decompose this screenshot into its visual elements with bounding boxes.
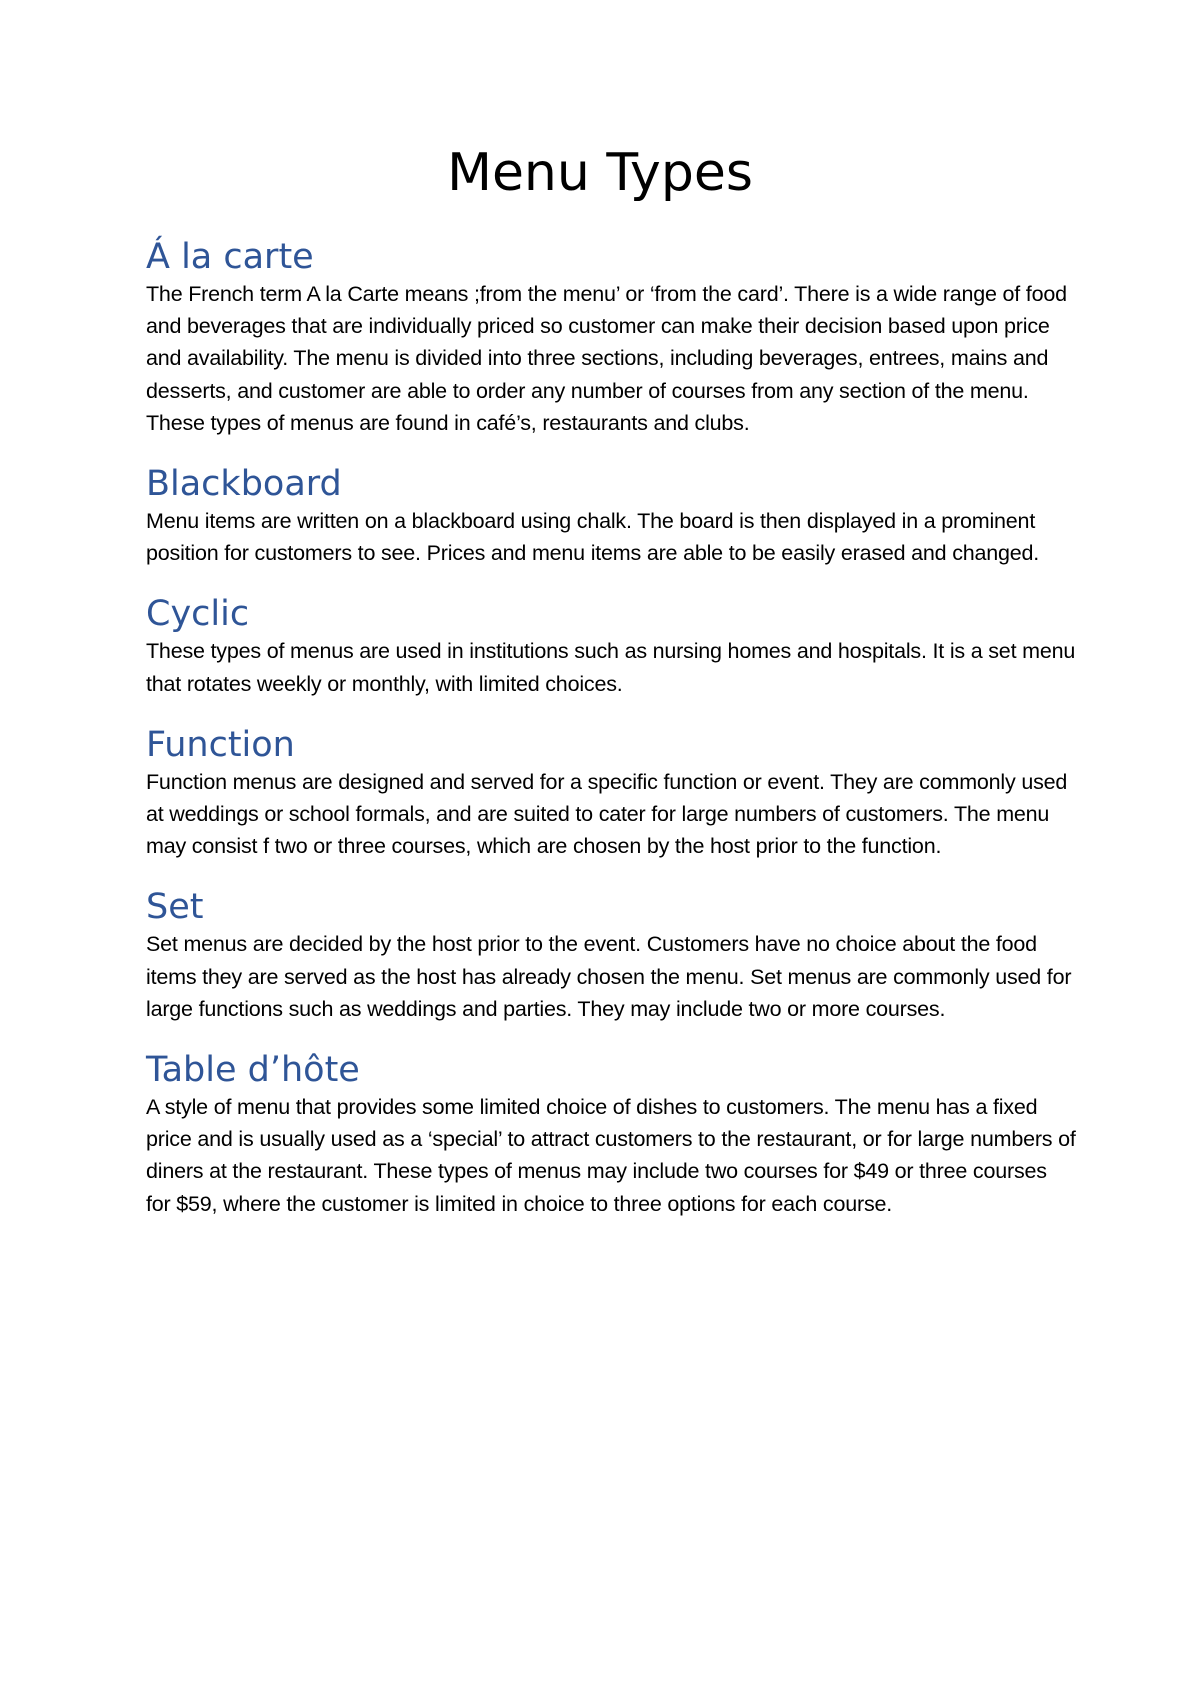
section-paragraph: Set menus are decided by the host prior to the event. Customers have no choice about the food items they are served as the host has already chosen the menu. Set menus are commonly used for large functions such as weddings and parties. They may include two or more courses. [146,932,1072,1021]
section-heading: Function [146,724,295,765]
section-function [146,722,1076,863]
section-heading: Blackboard [146,464,342,505]
section-heading: Cyclic [146,594,250,635]
section-heading: Á la carte [146,237,314,277]
section-cyclic [146,591,1076,699]
document-body [146,234,1076,1242]
section-blackboard [146,461,1076,569]
section-set [146,884,1076,1025]
section-paragraph: Function menus are designed and served for a specific function or event. They are commonly used at weddings or school formals, and are suited to cater for large numbers of customers. The menu may consist f two or three courses, which are chosen by the host prior to the function. [146,769,1068,859]
section-paragraph: Menu items are written on a blackboard using chalk. The board is then displayed in a prominent position for customers to see. Prices and menu items are able to be easily erased and changed. [146,509,1040,566]
section-paragraph: The French term A la Carte means ;from the menu’ or ‘from the card’. There is a wide range of food and beverages that are individually priced so customer can make their decision based upon price and availability. The menu is divided into three sections, including beverages, entrees, mains and desserts, and customer are able to order any number of courses from any section of the menu. These types of menus are found in café’s, restaurants and clubs. [146,282,1067,435]
section-paragraph: These types of menus are used in institutions such as nursing homes and hospitals. It is a set menu that rotates weekly or monthly, with limited choices. [146,639,1076,696]
section-heading: Table d’hôte [146,1050,360,1091]
section-heading: Set [146,887,204,928]
section-table-d-hote [146,1047,1076,1220]
section-a-la-carte [146,234,1076,439]
page-title: Menu Types [447,143,753,203]
section-paragraph: A style of menu that provides some limited choice of dishes to customers. The menu has a fixed price and is usually used as a ‘special’ to attract customers to the restaurant, or for large numbers of diners at the restaurant. These types of menus may include two courses for $49 or three courses for $59, where the customer is limited in choice to three options for each course. [146,1095,1076,1216]
